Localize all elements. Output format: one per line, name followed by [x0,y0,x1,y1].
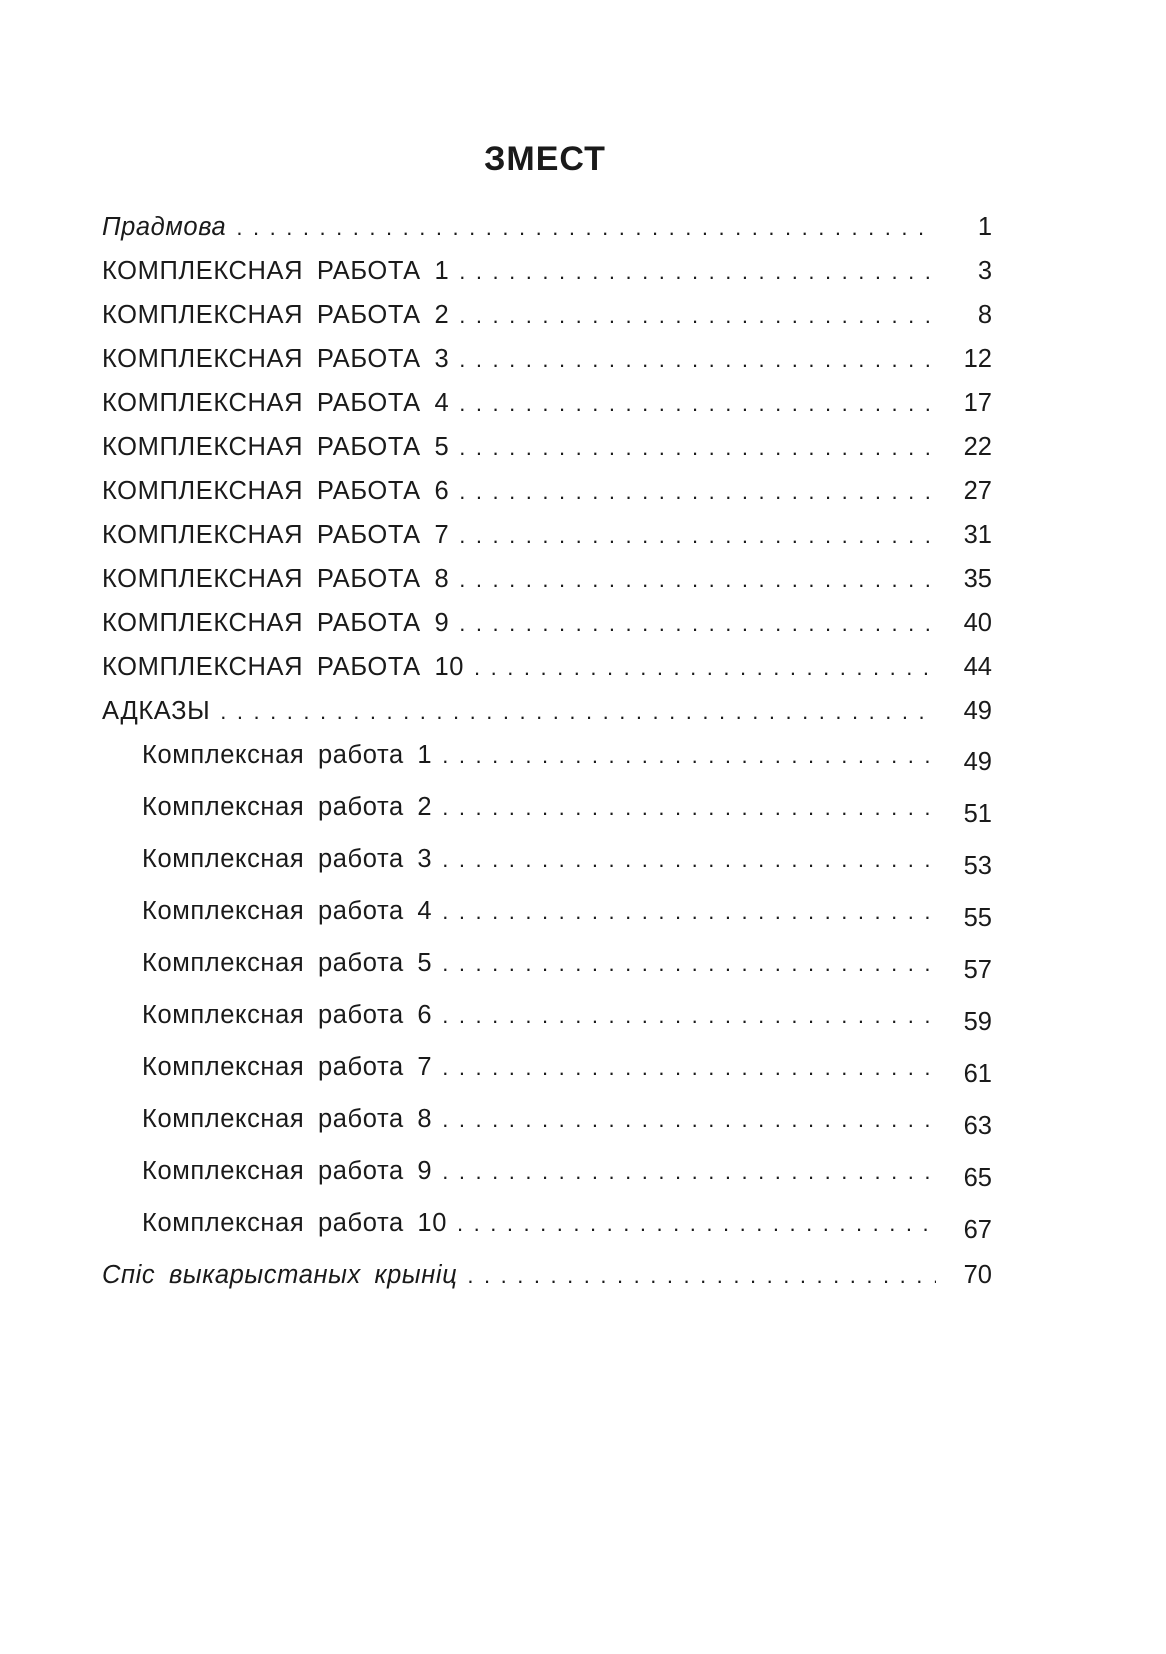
toc-entry-page: 31 [963,521,992,549]
toc-subentry[interactable] [102,1104,992,1156]
toc-entry-label: Комплексная работа 9 [142,1157,433,1185]
toc-entry-label: Комплексная работа 3 [142,845,433,873]
toc-entry-label: Комплексная работа 8 [142,1105,433,1133]
dot-leader [459,521,936,551]
toc-entry-page: 35 [963,565,992,593]
toc-entry-page: 55 [963,904,992,932]
dot-leader [442,1053,936,1083]
toc-entry[interactable] [102,432,992,476]
toc-entry[interactable] [102,388,992,432]
toc-entry[interactable] [102,476,992,520]
toc-entry-page: 53 [963,852,992,880]
toc-entry-page: 12 [963,345,992,373]
toc-entry[interactable] [102,608,992,652]
dot-leader [442,897,936,927]
toc-subentry[interactable] [102,792,992,844]
toc-entry-page: 51 [963,800,992,828]
toc-subentry[interactable] [102,1052,992,1104]
toc-entry-label: КОМПЛЕКСНАЯ РАБОТА 6 [102,477,450,505]
toc-entry-page: 1 [977,213,992,241]
dot-leader [457,1209,936,1239]
toc-subentry[interactable] [102,740,992,792]
dot-leader [459,389,936,419]
dot-leader [442,1105,936,1135]
toc-entry-label: АДКАЗЫ [102,697,211,725]
toc-subentry[interactable] [102,948,992,1000]
toc-entry[interactable] [102,652,992,696]
toc-entry-page: 59 [963,1008,992,1036]
toc-entry-label: Комплексная работа 1 [142,741,433,769]
toc-entry-label: Спіс выкарыстаных крыніц [102,1261,458,1289]
dot-leader [467,1261,936,1291]
toc-subentry[interactable] [102,896,992,948]
dot-leader [442,1157,936,1187]
toc-entry-label: Комплексная работа 6 [142,1001,433,1029]
dot-leader [459,301,936,331]
toc-entry-page: 70 [963,1261,992,1289]
toc-entry-label: Комплексная работа 10 [142,1209,448,1237]
dot-leader [474,653,936,683]
toc-entry-page: 49 [963,748,992,776]
dot-leader [442,741,936,771]
toc-entry-page: 8 [977,301,992,329]
toc-entry-page: 27 [963,477,992,505]
toc-subentry[interactable] [102,1208,992,1260]
toc-entry[interactable] [102,520,992,564]
dot-leader [459,433,936,463]
toc-entry-page: 44 [963,653,992,681]
toc-entry[interactable] [102,696,992,740]
dot-leader [442,949,936,979]
dot-leader [236,213,936,243]
dot-leader [442,845,936,875]
toc-entry-label: КОМПЛЕКСНАЯ РАБОТА 3 [102,345,450,373]
toc-entry-label: КОМПЛЕКСНАЯ РАБОТА 8 [102,565,450,593]
toc-entry-label: КОМПЛЕКСНАЯ РАБОТА 2 [102,301,450,329]
dot-leader [220,697,936,727]
dot-leader [459,257,936,287]
toc-entry-page: 17 [963,389,992,417]
toc-entry[interactable] [102,344,992,388]
toc-entry-page: 22 [963,433,992,461]
toc-subentry[interactable] [102,1000,992,1052]
toc-entry-page: 65 [963,1164,992,1192]
toc-entry-label: КОМПЛЕКСНАЯ РАБОТА 5 [102,433,450,461]
toc-subentry[interactable] [102,844,992,896]
toc-entry-page: 57 [963,956,992,984]
toc-entry-page: 40 [963,609,992,637]
toc-entry-label: КОМПЛЕКСНАЯ РАБОТА 4 [102,389,450,417]
toc-entry-label: Комплексная работа 2 [142,793,433,821]
toc-entry[interactable] [102,256,992,300]
toc-entry-label: КОМПЛЕКСНАЯ РАБОТА 7 [102,521,450,549]
toc-entry-label: КОМПЛЕКСНАЯ РАБОТА 9 [102,609,450,637]
toc-entry-label: Комплексная работа 5 [142,949,433,977]
toc-entry-label: КОМПЛЕКСНАЯ РАБОТА 1 [102,257,450,285]
toc-entry-label: КОМПЛЕКСНАЯ РАБОТА 10 [102,653,465,681]
dot-leader [459,609,936,639]
page-title: ЗМЕСТ [484,140,606,178]
toc-entry-page: 63 [963,1112,992,1140]
dot-leader [459,477,936,507]
dot-leader [442,1001,936,1031]
table-of-contents [102,212,992,1304]
toc-entry-label: Комплексная работа 7 [142,1053,433,1081]
dot-leader [459,345,936,375]
toc-entry-page: 67 [963,1216,992,1244]
dot-leader [459,565,936,595]
dot-leader [442,793,936,823]
toc-entry[interactable] [102,212,992,256]
toc-entry[interactable] [102,564,992,608]
toc-entry-page: 61 [963,1060,992,1088]
toc-entry-label: Прадмова [102,213,227,241]
toc-entry-label: Комплексная работа 4 [142,897,433,925]
toc-subentry[interactable] [102,1156,992,1208]
toc-entry[interactable] [102,1260,992,1304]
toc-entry-page: 3 [977,257,992,285]
toc-entry[interactable] [102,300,992,344]
toc-entry-page: 49 [963,697,992,725]
